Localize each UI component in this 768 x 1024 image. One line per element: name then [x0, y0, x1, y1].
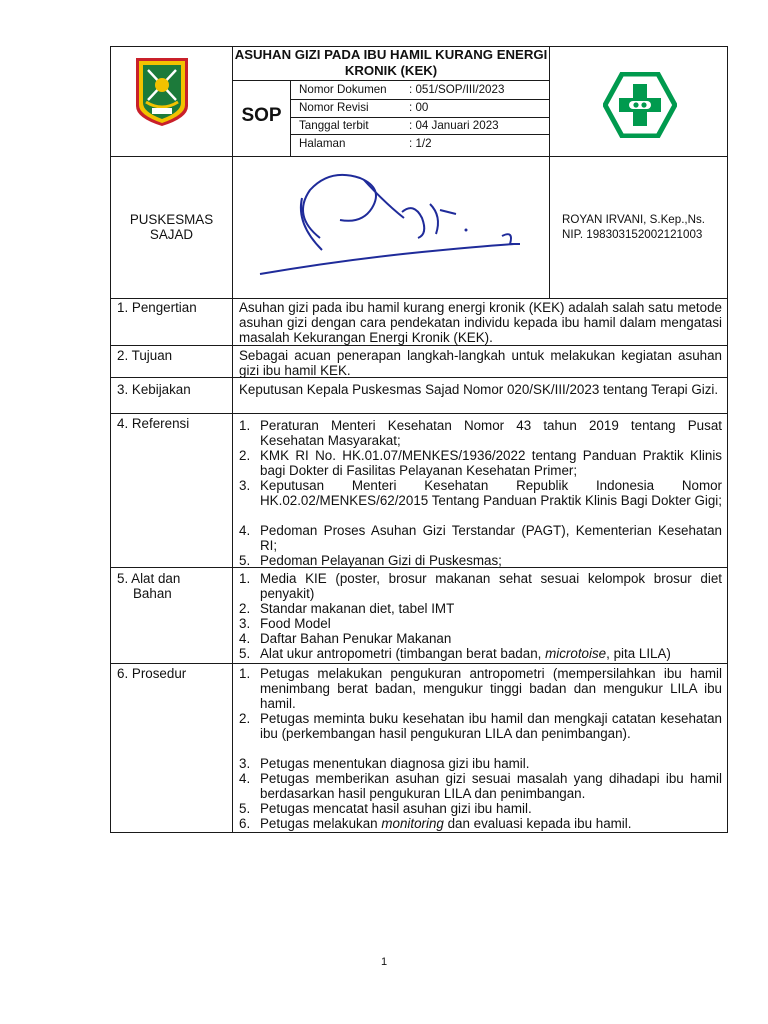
list-number: 3.	[239, 478, 251, 493]
prosedur-item: Petugas melakukan pengukuran antropometri (mempersilahkan ibu hamil menimbang berat badan, mengukur tinggi badan dan mengukur LILA ibu hamil.	[260, 666, 722, 711]
section-text-kebijakan: Keputusan Kepala Puskesmas Sajad Nomor 020/SK/III/2023 tentang Terapi Gizi.	[239, 382, 719, 397]
section-label-kebijakan: 3. Kebijakan	[117, 382, 191, 397]
signer-nip: NIP. 198303152002121003	[562, 228, 703, 241]
section-label-alat-line2: Bahan	[133, 586, 172, 601]
referensi-item: Peraturan Menteri Kesehatan Nomor 43 tahun 2019 tentang Pusat Kesehatan Masyarakat;	[260, 418, 722, 448]
section-label-referensi: 4. Referensi	[117, 416, 190, 431]
alat-item5-text-b: , pita LILA)	[606, 646, 671, 661]
section-label-alat-line1: 5. Alat dan	[117, 571, 181, 586]
alat-item: Food Model	[260, 616, 331, 631]
list-number: 5.	[239, 553, 251, 568]
prosedur-item6-text-a: Petugas melakukan	[260, 816, 382, 831]
list-number: 5.	[239, 801, 251, 816]
signature-image	[252, 164, 532, 282]
meta-label-revision: Nomor Revisi	[299, 101, 369, 114]
list-number: 5.	[239, 646, 251, 661]
list-number: 2.	[239, 711, 251, 726]
meta-value-revision: : 00	[409, 101, 429, 114]
page-number: 1	[380, 956, 388, 968]
list-number: 3.	[239, 616, 251, 631]
meta-value-issue-date: : 04 Januari 2023	[409, 119, 499, 132]
referensi-item: Pedoman Pelayanan Gizi di Puskesmas;	[260, 553, 502, 568]
prosedur-item	[260, 816, 722, 831]
list-number: 4.	[239, 631, 251, 646]
meta-label-page: Halaman	[299, 137, 346, 150]
referensi-item: Keputusan Menteri Kesehatan Republik Indonesia Nomor HK.02.02/MENKES/62/2015 Tentang Panduan Praktik Klinis Bagi Dokter Gigi;	[260, 478, 722, 508]
prosedur-item: Petugas meminta buku kesehatan ibu hamil dan mengkaji catatan kesehatan ibu (perkembangan hasil pengukuran LILA dan penimbangan).	[260, 711, 722, 741]
org-name-line1: PUSKESMAS	[129, 212, 214, 227]
alat-item	[260, 646, 722, 661]
section-text-pengertian: Asuhan gizi pada ibu hamil kurang energi kronik (KEK) adalah salah satu metode asuhan gizi dengan cara pendekatan individu kepada ibu hamil dalam mengatasi masalah Kekurangan Energi Kronik (KEK).	[239, 300, 722, 345]
list-number: 4.	[239, 523, 251, 538]
alat-item: Daftar Bahan Penukar Makanan	[260, 631, 452, 646]
meta-value-doc-number: : 051/SOP/III/2023	[409, 83, 505, 96]
alat-item5-text-a: Alat ukur antropometri (timbangan berat badan,	[260, 646, 546, 661]
prosedur-item: Petugas memberikan asuhan gizi sesuai masalah yang dihadapi ibu hamil berdasarkan hasil pengukuran LILA dan penimbangan.	[260, 771, 722, 801]
list-number: 1.	[239, 571, 251, 586]
section-label-tujuan: 2. Tujuan	[117, 348, 173, 363]
meta-label-issue-date: Tanggal terbit	[299, 119, 369, 132]
prosedur-item: Petugas menentukan diagnosa gizi ibu hamil.	[260, 756, 530, 771]
meta-label-doc-number: Nomor Dokumen	[299, 83, 387, 96]
alat-item: Media KIE (poster, brosur makanan sehat sesuai kelompok brosur diet penyakit)	[260, 571, 722, 601]
sop-label: SOP	[241, 105, 282, 126]
prosedur-item6-italic: monitoring	[381, 816, 444, 831]
list-number: 1.	[239, 418, 251, 433]
referensi-item: KMK RI No. HK.01.07/MENKES/1936/2022 tentang Panduan Praktik Klinis bagi Dokter di Fasilitas Pelayanan Kesehatan Primer;	[260, 448, 722, 478]
puskesmas-logo-icon	[603, 72, 677, 138]
list-number: 2.	[239, 448, 251, 463]
list-number: 3.	[239, 756, 251, 771]
list-number: 6.	[239, 816, 251, 831]
alat-item: Standar makanan diet, tabel IMT	[260, 601, 455, 616]
section-label-prosedur: 6. Prosedur	[117, 666, 187, 681]
meta-value-page: : 1/2	[409, 137, 432, 150]
section-label-pengertian: 1. Pengertian	[117, 300, 197, 315]
prosedur-item6-text-b: dan evaluasi kepada ibu hamil.	[443, 816, 632, 831]
prosedur-item: Petugas mencatat hasil asuhan gizi ibu hamil.	[260, 801, 532, 816]
list-number: 2.	[239, 601, 251, 616]
org-name-line2: SAJAD	[149, 227, 194, 242]
section-text-tujuan: Sebagai acuan penerapan langkah-langkah untuk melakukan kegiatan asuhan gizi ibu hamil KEK.	[239, 348, 722, 378]
regional-emblem-icon	[134, 56, 190, 128]
referensi-item: Pedoman Proses Asuhan Gizi Terstandar (PAGT), Kementerian Kesehatan RI;	[260, 523, 722, 553]
list-number: 4.	[239, 771, 251, 786]
list-number: 1.	[239, 666, 251, 681]
signer-name: ROYAN IRVANI, S.Kep.,Ns.	[562, 213, 706, 226]
document-title: ASUHAN GIZI PADA IBU HAMIL KURANG ENERGI KRONIK (KEK)	[234, 47, 548, 78]
alat-item5-italic: microtoise	[545, 646, 607, 661]
